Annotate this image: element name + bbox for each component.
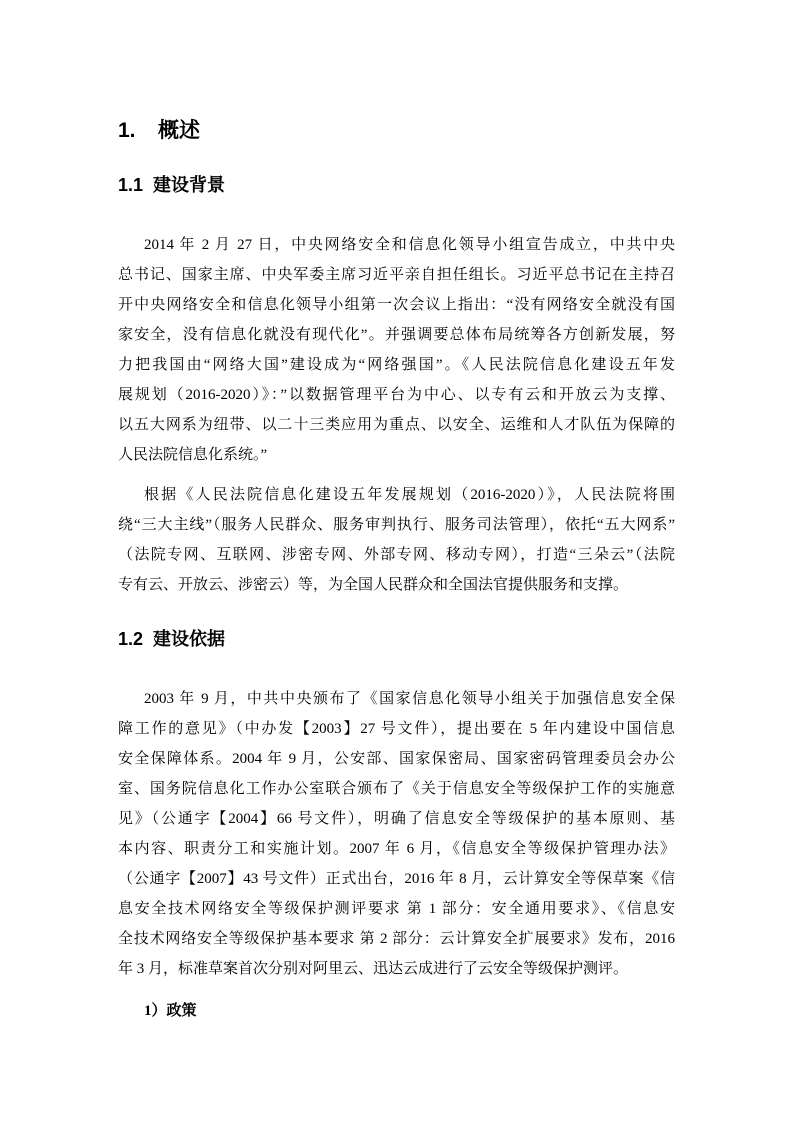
section-title: 建设背景: [153, 175, 225, 195]
body-line: 室、国务院信息化工作办公室联合颁布了《关于信息安全等级保护工作的实施意: [118, 781, 675, 797]
body-line: 见》（公通字【2004】66 号文件），明确了信息安全等级保护的基本原则、基: [118, 811, 675, 827]
section-heading-1-1: [118, 172, 675, 198]
body-line: 家安全，没有信息化就没有现代化”。并强调要总体布局统筹各方创新发展，努: [118, 327, 675, 343]
body-line: 安全保障体系。2004 年 9 月，公安部、国家保密局、国家密码管理委员会办公: [118, 751, 675, 767]
body-line: 总书记、国家主席、中央军委主席习近平亲自担任组长。习近平总书记在主持召: [118, 267, 675, 283]
body-line: 展规划（2016-2020）》：”以数据管理平台为中心、以专有云和开放云为支撑、: [118, 387, 675, 403]
section-heading-1-2: [118, 626, 675, 652]
body-line: 2014 年 2 月 27 日，中央网络安全和信息化领导小组宣告成立，中共中央: [144, 237, 675, 253]
chapter-title: 概述: [158, 119, 200, 142]
body-line: 根据《人民法院信息化建设五年发展规划（2016-2020）》，人民法院将围: [144, 487, 675, 503]
body-line: 年 3 月，标准草案首次分别对阿里云、迅达云成进行了云安全等级保护测评。: [118, 961, 629, 977]
body-line: 2003 年 9 月，中共中央颁布了《国家信息化领导小组关于加强信息安全保: [144, 691, 675, 707]
body-line: 障工作的意见》（中办发【2003】27 号文件），提出要在 5 年内建设中国信息: [118, 721, 675, 737]
body-line: 息安全技术网络安全等级保护测评要求 第 1 部分：安全通用要求》、《信息安: [118, 901, 675, 917]
body-line: 开中央网络安全和信息化领导小组第一次会议上指出：“没有网络安全就没有国: [118, 297, 675, 313]
paragraph-background: [118, 230, 675, 470]
chapter-heading: [118, 116, 675, 146]
body-line: （公通字【2007】43 号文件）正式出台，2016 年 8 月，云计算安全等保草案《信: [118, 871, 675, 887]
body-line: 本内容、职责分工和实施计划。2007 年 6 月，《信息安全等级保护管理办法》: [118, 841, 675, 857]
body-line: 以五大网系为纽带、以二十三类应用为重点、以安全、运维和人才队伍为保障的: [118, 417, 675, 433]
body-line: （法院专网、互联网、涉密专网、外部专网、移动专网），打造“三朵云”（法院: [118, 547, 675, 563]
paragraph-plan: [118, 480, 675, 600]
paragraph-basis: [118, 684, 675, 984]
body-line: 专有云、开放云、涉密云）等，为全国人民群众和全国法官提供服务和支撑。: [118, 577, 629, 593]
body-line: 全技术网络安全等级保护基本要求 第 2 部分：云计算安全扩展要求》发布，2016: [118, 931, 675, 947]
section-title: 建设依据: [153, 629, 225, 649]
body-line: 力把我国由“网络大国”建设成为“网络强国”。《人民法院信息化建设五年发: [118, 357, 675, 373]
section-number: 1.1: [118, 175, 144, 195]
list-item-policy: 1）政策: [144, 1003, 197, 1019]
section-number: 1.2: [118, 629, 144, 649]
body-line: 绕“三大主线”（服务人民群众、服务审判执行、服务司法管理），依托“五大网系”: [118, 517, 675, 533]
chapter-number: 1.: [118, 119, 136, 142]
body-line: 人民法院信息化系统。”: [118, 447, 268, 463]
